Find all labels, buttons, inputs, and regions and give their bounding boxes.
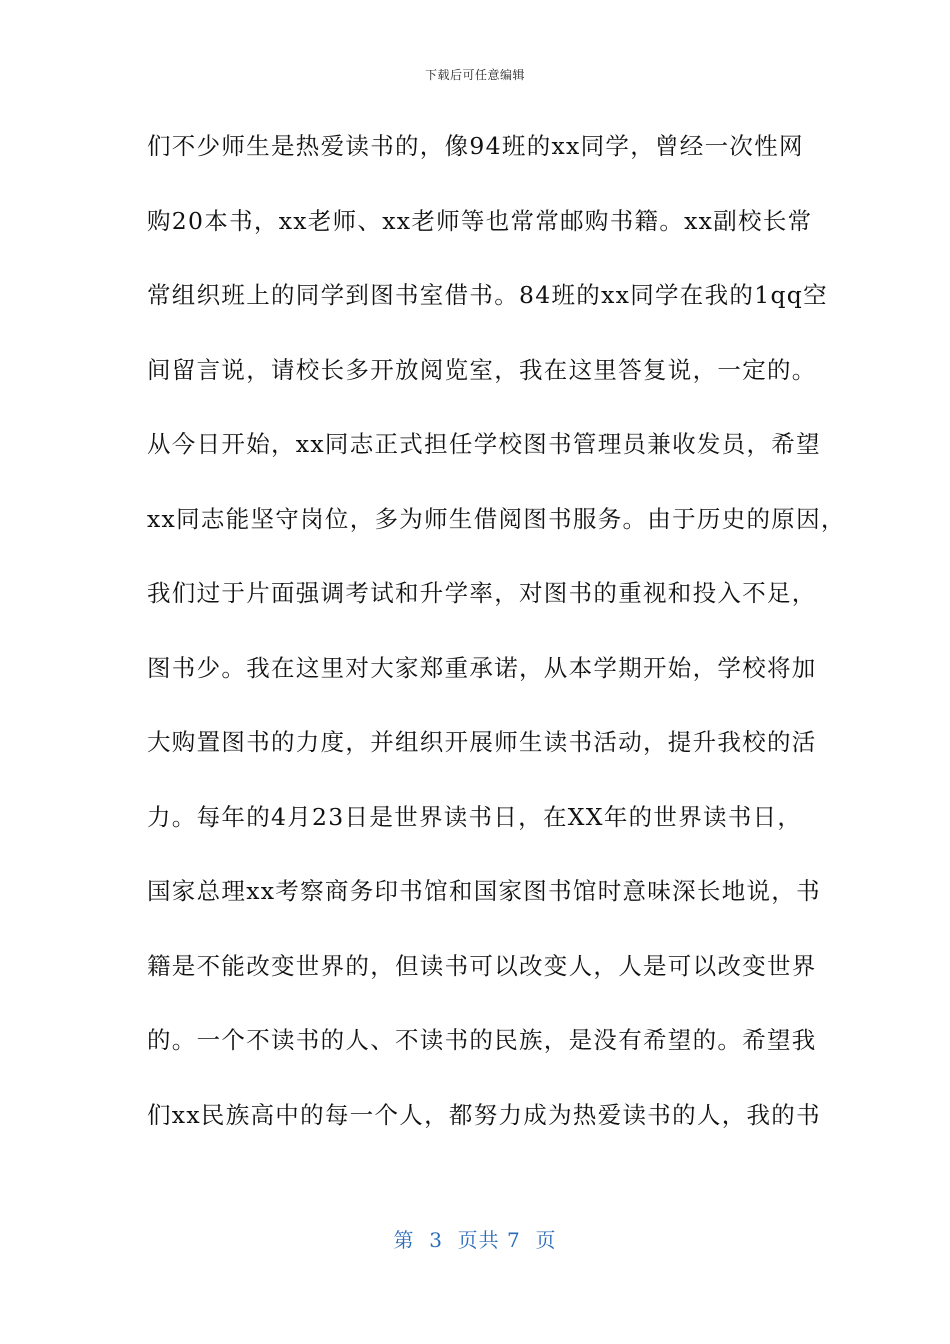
body-line: 们xx民族高中的每一个人，都努力成为热爱读书的人，我的书 <box>147 1100 821 1129</box>
body-line: 购20本书，xx老师、xx老师等也常常邮购书籍。xx副校长常 <box>147 206 813 235</box>
page-number-footer: 第 3 页共 7 页 <box>393 1228 557 1252</box>
body-line: 大购置图书的力度，并组织开展师生读书活动，提升我校的活 <box>147 728 817 756</box>
body-line: 间留言说，请校长多开放阅览室，我在这里答复说，一定的。 <box>147 355 817 384</box>
body-line: 籍是不能改变世界的，但读书可以改变人，人是可以改变世界 <box>147 951 817 980</box>
body-line: 的。一个不读书的人、不读书的民族，是没有希望的。希望我 <box>147 1026 817 1054</box>
body-line: xx同志能坚守岗位，多为师生借阅图书服务。由于历史的原因， <box>147 504 846 533</box>
body-line: 从今日开始，xx同志正式担任学校图书管理员兼收发员，希望 <box>147 430 821 458</box>
body-line: 图书少。我在这里对大家郑重承诺，从本学期开始，学校将加 <box>147 653 817 682</box>
body-line: 们不少师生是热爱读书的，像94班的xx同学，曾经一次性网 <box>147 132 804 160</box>
body-line: 力。每年的4月23日是世界读书日，在XX年的世界读书日， <box>147 802 803 831</box>
body-line: 我们过于片面强调考试和升学率，对图书的重视和投入不足， <box>147 579 817 607</box>
body-line: 常组织班上的同学到图书室借书。84班的xx同学在我的1qq空 <box>147 281 828 309</box>
page-header: 下载后可任意编辑 <box>424 68 525 82</box>
body-line: 国家总理xx考察商务印书馆和国家图书馆时意味深长地说，书 <box>147 877 821 905</box>
document-body <box>147 120 846 1163</box>
